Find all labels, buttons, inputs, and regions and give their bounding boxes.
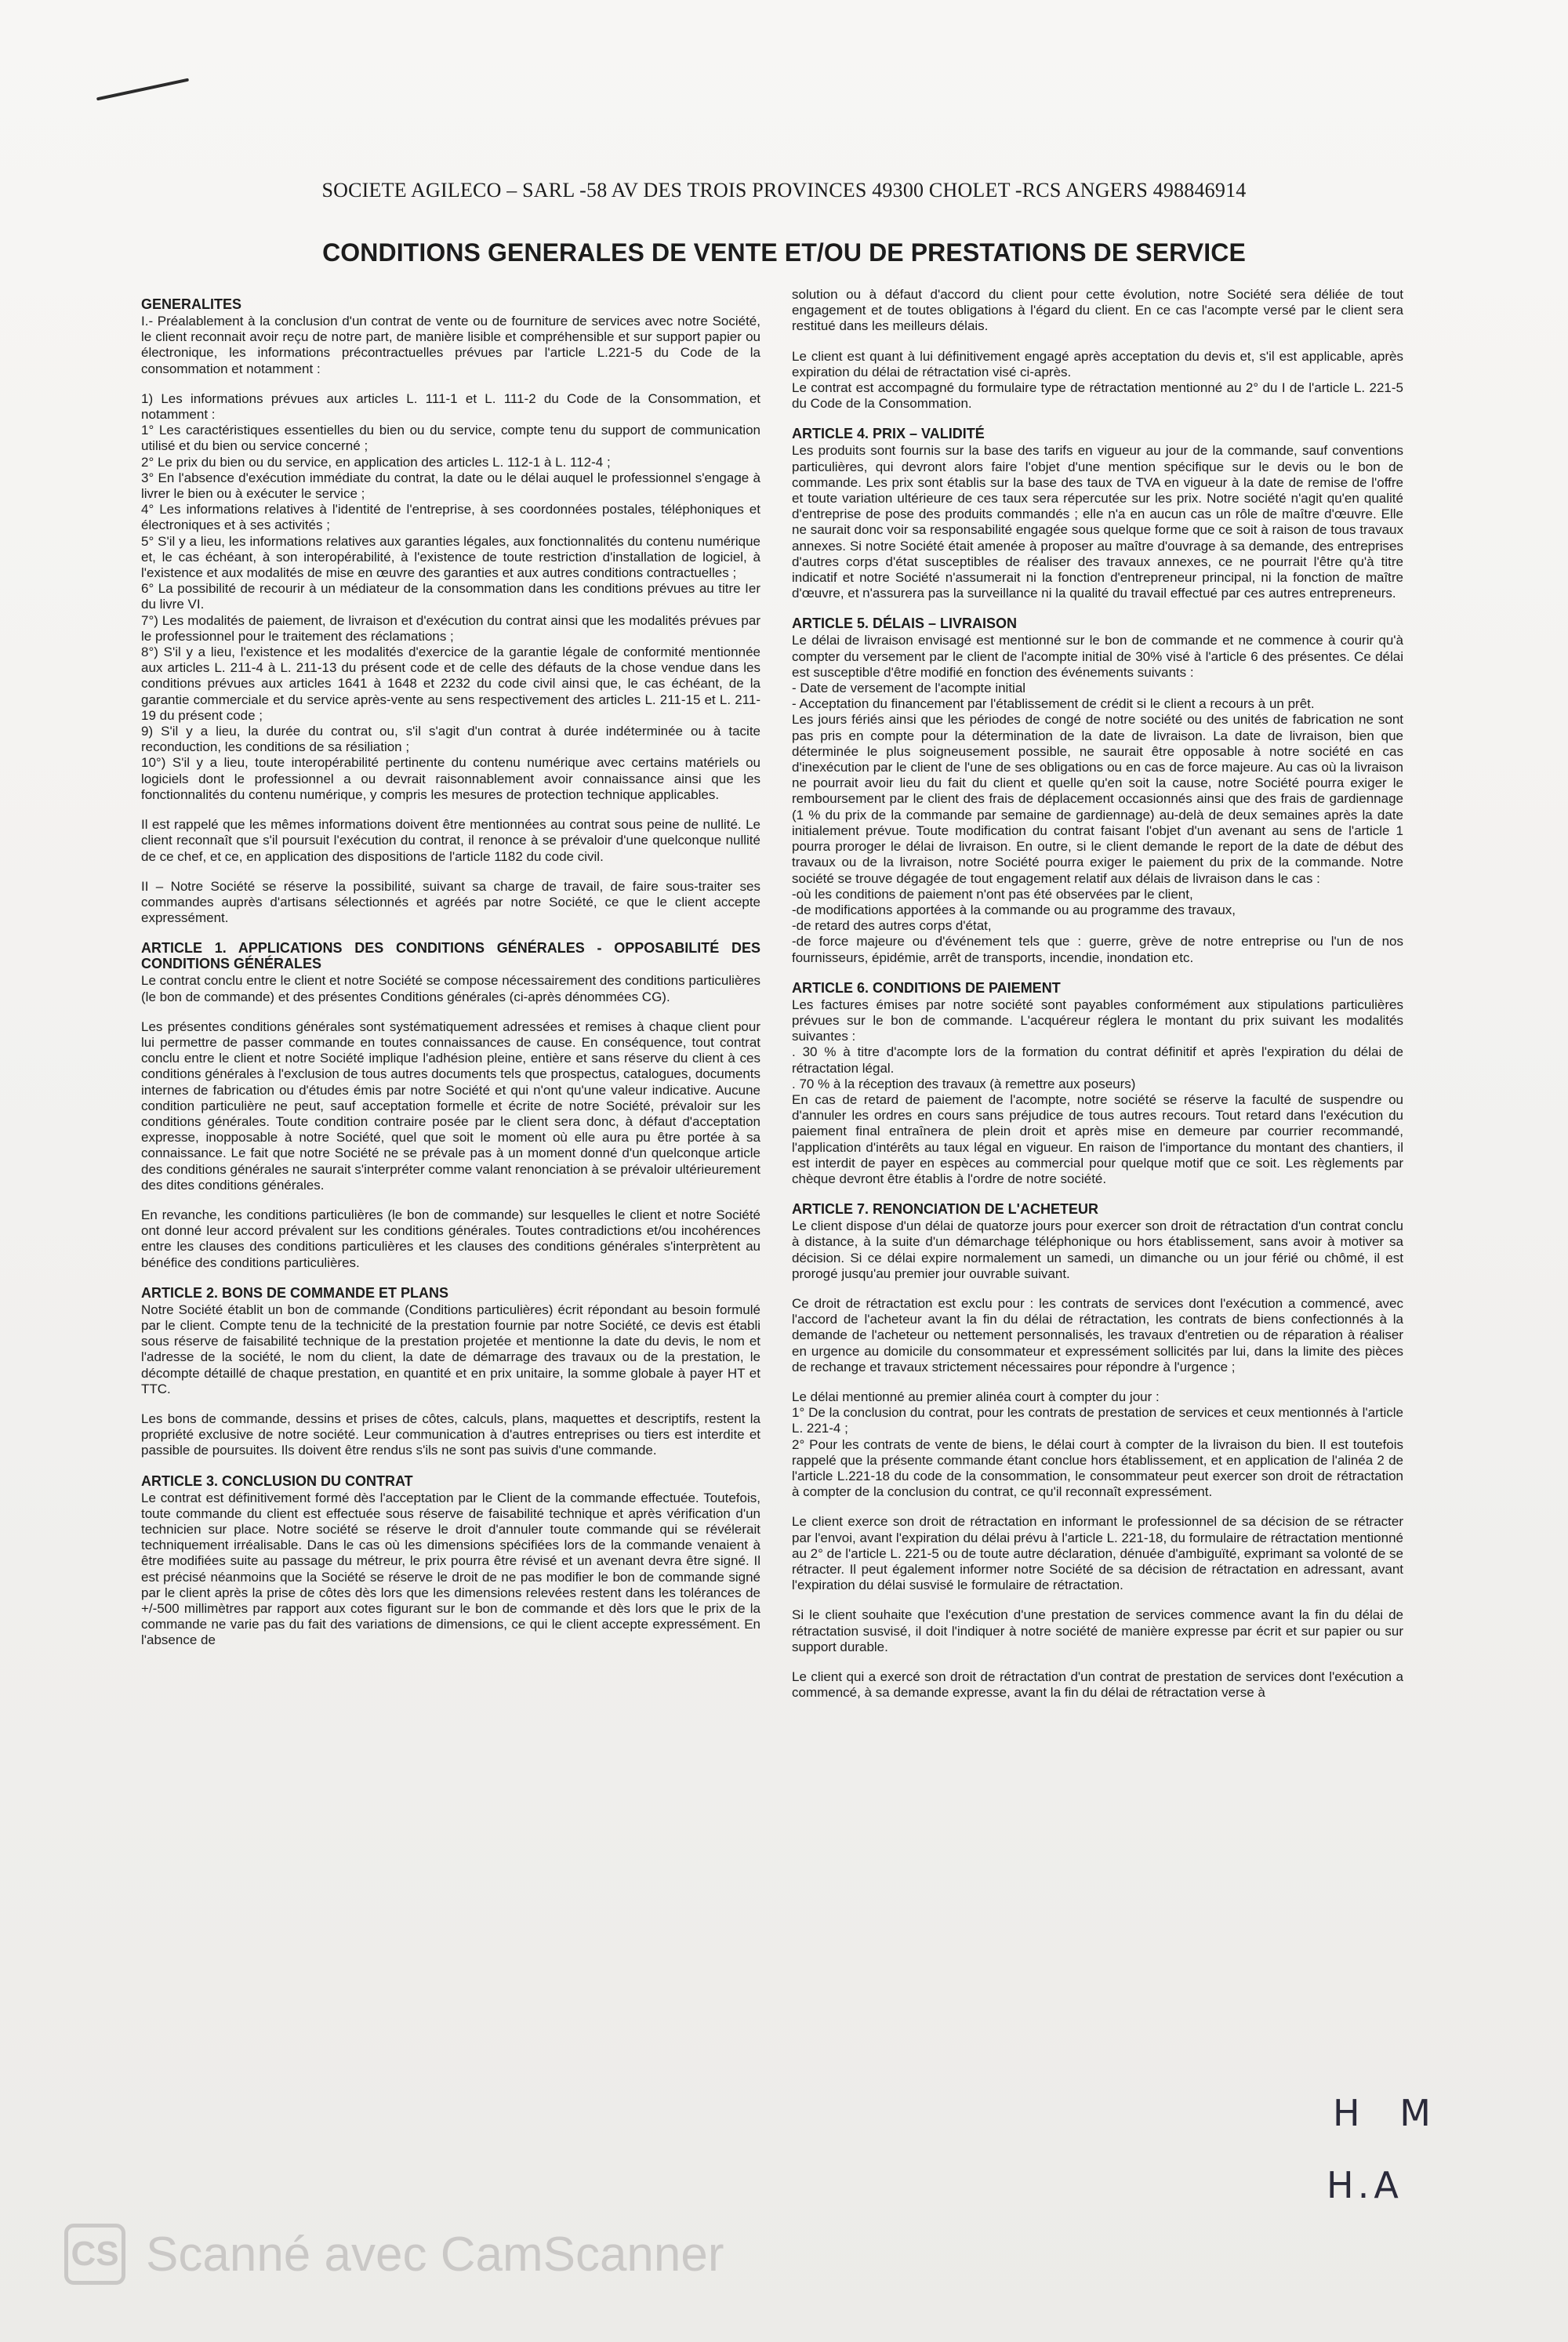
right-column xyxy=(792,287,1403,1715)
left-column xyxy=(141,289,760,1663)
section-heading: GENERALITES xyxy=(141,296,242,312)
handwritten-initials: H.A xyxy=(1327,2164,1403,2206)
paragraph: Les factures émises par notre société sont payables conformément aux stipulations particulières prévues sur le bon de commande. L'acquéreur réglera le montant du prix suivant les modalités suivantes : . 30 % à titre d'acompte lors de la formation du contrat définitif et après l'expiration du délai de rétractation légal. . 70 % à la réception des travaux (à remettre aux poseurs) En cas de retard de paiement de l'acompte, notre société se réserve la faculté de suspendre ou d'annuler les ordres en cours sans préjudice de tous autres recours. Tout retard dans l'exécution du paiement final entraînera de plein droit et après mise en demeure par courrier recommandé, l'application d'intérêts au taux légal en vigueur. En raison de l'importance du montant des chantiers, il est interdit de payer en espèces au commercial pour quelque motif que ce soit. Les règlements par chèque devront être établis à l'ordre de notre société. xyxy=(792,997,1403,1186)
paragraph: 1) Les informations prévues aux articles L. 111-1 et L. 111-2 du Code de la Consommation, et notamment : 1° Les caractéristiques essentielles du bien ou du service, compte tenu du support de communication utilisé et du bien ou service concerné ; 2° Le prix du bien ou du service, en application des articles L. 112-1 à L. 112-4 ; 3° En l'absence d'exécution immédiate du contrat, la date ou le délai auquel le professionnel s'engage à livrer le bien ou à exécuter le service ; 4° Les informations relatives à l'identité de l'entreprise, à ses coordonnées postales, téléphoniques et électroniques et à ses activités ; 5° S'il y a lieu, les informations relatives aux garanties légales, aux fonctionnalités du contenu numérique et, le cas échéant, à son interopérabilité, à l'existence de toute restriction d'installation de logiciel, à l'existence et aux modalités de mise en œuvre des garanties et aux autres conditions contractuelles ; 6° La possibilité de recourir à un médiateur de la consommation dans les conditions prévues au titre Ier du livre VI. 7°) Les modalités de paiement, de livraison et d'exécution du contrat ainsi que les modalités prévues par le professionnel pour le traitement des réclamations ; 8°) S'il y a lieu, l'existence et les modalités d'exercice de la garantie légale de conformité mentionnée aux articles L. 211-4 à L. 211-13 du présent code et de celle des défauts de la chose vendue dans les conditions prévues aux articles 1641 à 1648 et 2232 du code civil ainsi que, le cas échéant, de la garantie commerciale et du service après-vente au sens respectivement des articles L. 211-15 et L. 211-19 du présent code ; 9) S'il y a lieu, la durée du contrat ou, s'il s'agit d'un contrat à durée indéterminée ou à tacite reconduction, les conditions de sa résiliation ; 10°) S'il y a lieu, toute interopérabilité pertinente du contenu numérique avec certains matériels ou logiciels dont le professionnel a ou devrait raisonnablement avoir connaissance ainsi que les fonctionnalités du contenu numérique, y compris les mesures de protection technique applicables. xyxy=(141,390,760,802)
paragraph: Le client dispose d'un délai de quatorze jours pour exercer son droit de rétractation d'un contrat conclu à distance, à la suite d'un démarchage téléphonique ou hors établissement, sans avoir à motiver sa décision. Si ce délai expire normalement un samedi, un dimanche ou un jour férié ou chômé, il est prorogé jusqu'au premier jour ouvrable suivant. xyxy=(792,1218,1403,1281)
paragraph: Le délai de livraison envisagé est mentionné sur le bon de commande et ne commence à courir qu'à compter du versement par le client de l'acompte initial de 30% visé à l'article 6 des présentes. Ce délai est susceptible d'être modifié en fonction des événements suivants : - Date de versement de l'acompte initial - Acceptation du financement par l'établissement de crédit si le client a recours à un prêt. Les jours fériés ainsi que les périodes de congé de notre société ou des unités de fabrication ne sont pas pris en compte pour la détermination de la date de livraison. La date de livraison, bien que déterminée le plus soigneusement possible, ne saurait être opposable à notre société en cas d'inexécution par le client de l'une de ses obligations ou en cas de force majeure. Au cas où la livraison ne pourrait avoir lieu du fait du client et quelle qu'en soit la cause, notre Société pourra exiger le remboursement par le client des frais de déplacement occasionnés ainsi que des frais de gardiennage (1 % du prix de la commande par semaine de gardiennage) au-delà de deux semaines après la date initialement prévue. Toute modification du contrat faisant l'objet d'un avenant au sens de l'article 1 pourra proroger le délai de livraison. En outre, si le client demande le report de la date de début des travaux ou de la livraison, notre Société pourra exiger le paiement du prix de la commande. Notre société se trouve dégagée de tout engagement relatif aux délais de livraison dans le cas : -où les conditions de paiement n'ont pas été observées par le client, -de modifications apportées à la commande ou au programme des travaux, -de retard des autres corps d'état, -de force majeure ou d'événement tels que : guerre, grève de notre entreprise ou l'un de nos fournisseurs, épidémie, arrêt de transports, incendie, inondation etc. xyxy=(792,633,1403,965)
section-heading: ARTICLE 6. CONDITIONS DE PAIEMENT xyxy=(792,979,1061,996)
paragraph: Les bons de commande, dessins et prises de côtes, calculs, plans, maquettes et descriptifs, restent la propriété exclusive de notre société. Leur communication à d'autres entreprises ou tiers est interdite et passible de poursuites. Ils doivent être rendus s'ils ne sont pas suivis d'une commande. xyxy=(141,1411,760,1458)
paragraph: Le client exerce son droit de rétractation en informant le professionnel de sa décision de se rétracter par l'envoi, avant l'expiration du délai prévu à l'article L. 221-18, du formulaire de rétractation mentionné au 2° de l'article L. 221-5 ou de toute autre déclaration, dénuée d'ambiguïté, exprimant sa volonté de se rétracter. Il peut également informer notre Société de sa décision de rétractation en adressant, avant l'expiration du délai susvisé le formulaire de rétractation. xyxy=(792,1514,1403,1593)
section-heading: ARTICLE 2. BONS DE COMMANDE ET PLANS xyxy=(141,1284,449,1301)
document-title: CONDITIONS GENERALES DE VENTE ET/OU DE PRESTATIONS DE SERVICE xyxy=(322,238,1246,267)
paragraph: Notre Société établit un bon de commande (Conditions particulières) écrit répondant au besoin formulé par le client. Compte tenu de la technicité de la prestation fournie par notre Société, ce devis est établi sous réserve de faisabilité technique de la prestation projetée et mentionne la date du devis, le nom et l'adresse de la société, le nom du client, la date de démarrage des travaux ou de la prestation, le décompte détaillé de chaque prestation, en quantité et en prix unitaire, la somme globale à payer HT et TTC. xyxy=(141,1302,760,1396)
paragraph: Les présentes conditions générales sont systématiquement adressées et remises à chaque client pour lui permettre de passer commande en toutes connaissances de cause. En conséquence, tout contrat conclu entre le client et notre Société implique l'adhésion pleine, entière et sans réserve du client à ces conditions générales à l'exclusion de tous autres documents tels que prospectus, catalogues, documents internes de fabrication ou d'études émis par notre Société et qui n'ont qu'une valeur indicative. Aucune condition particulière ne peut, sauf acceptation formelle et écrite de notre Société, prévaloir sur les conditions générales. Toute condition contraire posée par le client sera donc, à défaut d'acceptation expresse, inopposable à notre Société, quel que soit le moment où elle aura pu être portée à sa connaissance. Le fait que notre Société ne se prévale pas à un moment donné d'un quelconque article des conditions générales ne saurait s'interpréter comme valant renonciation à se prévaloir ultérieurement des dites conditions générales. xyxy=(141,1018,760,1193)
paragraph: solution ou à défaut d'accord du client pour cette évolution, notre Société sera déliée de tout engagement et de toutes obligations à l'égard du client. En ce cas l'acompte versé par le client sera restitué dans les meilleurs délais. xyxy=(792,287,1403,334)
paragraph: Les produits sont fournis sur la base des tarifs en vigueur au jour de la commande, sauf conventions particulières, qui devront alors faire l'objet d'une mention spécifique sur le devis ou le bon de commande. Les prix sont établis sur la base des taux de TVA en vigueur à la date de remise de l'offre et toute variation ultérieure de ces taux sera répercutée sur les prix. Notre société n'agit qu'en qualité d'entreprise de pose des produits commandés ; elle n'a en aucun cas un rôle de maître d'œuvre. Elle ne saurait donc voir sa responsabilité engagée sous quelque forme que ce soit à raison de tous travaux annexes. Si notre Société était amenée à proposer au maître d'ouvrage à sa demande, des entreprises d'autres corps d'état susceptibles de réaliser des travaux annexes, ce ne pourrait l'être qu'à titre indicatif et notre Société n'assumerait ni la fonction d'entrepreneur principal, ni la fonction de maître d'œuvre, et n'assurera pas la surveillance ni la qualité du travail effectué par ces autres entrepreneurs. xyxy=(792,443,1403,601)
watermark-text: Scanné avec CamScanner xyxy=(146,2227,724,2282)
camscanner-logo-icon: CS xyxy=(64,2224,125,2285)
camscanner-watermark xyxy=(64,2224,724,2285)
paragraph: Ce droit de rétractation est exclu pour : les contrats de services dont l'exécution a commencé, avec l'accord de l'acheteur avant la fin du délai de rétractation, les contrats de biens confectionnés à la demande de l'acheteur ou nettement personnalisés, les travaux d'entretien ou de réparation à réaliser en urgence au domicile du consommateur et expressément sollicités par lui, dans la limite des pièces de rechange et travaux strictement nécessaires pour répondre à l'urgence ; xyxy=(792,1295,1403,1374)
pen-stroke-mark xyxy=(96,78,189,101)
paragraph: Le client est quant à lui définitivement engagé après acceptation du devis et, s'il est applicable, après expiration du délai de rétractation visé ci-après. Le contrat est accompagné du formulaire type de rétractation mentionné au 2° du I de l'article L. 221-5 du Code de la Consommation. xyxy=(792,348,1403,412)
paragraph: Le contrat est définitivement formé dès l'acceptation par le Client de la commande effectuée. Toutefois, toute commande du client est effectuée sous réserve de faisabilité technique et après vérification d'un technicien sur place. Notre société se réserve le droit d'annuler toute commande qui se révélerait techniquement irréalisable. Dans le cas où les dimensions spécifiées lors de la commande venaient à être modifiées suite au passage du métreur, le prix pourra être révisé et un avenant devra être signé. Il est précisé néanmoins que la Société se réserve le droit de ne pas modifier le bon de commande signé par le client après la prise de côtes dès lors que les dimensions relevées restent dans les tolérances de +/-500 millimètres par rapport aux cotes figurant sur le bon de commande et dès lors que le prix de la commande ne varie pas du fait des variations de dimensions, ce qui le client accepte expressément. En l'absence de xyxy=(141,1490,760,1648)
paragraph: Le délai mentionné au premier alinéa court à compter du jour : 1° De la conclusion du contrat, pour les contrats de prestation de services et ceux mentionnés à l'article L. 221-4 ; 2° Pour les contrats de vente de biens, le délai court à compter de la livraison du bien. Il est toutefois rappelé que la présente commande étant conclue hors établissement, et en application de l'alinéa 2 de l'article L.221-18 du code de la consommation, le consommateur peut exercer son droit de rétractation à compter de la conclusion du contrat, ce qu'il reconnaît expressément. xyxy=(792,1389,1403,1500)
handwritten-initials: H M xyxy=(1333,2092,1445,2134)
company-line: SOCIETE AGILECO – SARL -58 AV DES TROIS PROVINCES 49300 CHOLET -RCS ANGERS 498846914 xyxy=(321,179,1247,202)
paragraph: Il est rappelé que les mêmes informations doivent être mentionnées au contrat sous peine de nullité. Le client reconnaît que s'il poursuit l'exécution du contrat, il renonce à se prévaloir d'une quelconque nullité de ce chef, et ce, en application des dispositions de l'article 1182 du code civil. xyxy=(141,817,760,864)
paragraph: II – Notre Société se réserve la possibilité, suivant sa charge de travail, de faire sous-traiter ses commandes auprès d'artisans sélectionnés et agréés par notre Société, ce que le client accepte expressément. xyxy=(141,878,760,926)
paragraph: Si le client souhaite que l'exécution d'une prestation de services commence avant la fin du délai de rétractation susvisé, il doit l'indiquer à notre société de manière expresse par écrit et sur papier ou sur support durable. xyxy=(792,1607,1403,1654)
paragraph: Le contrat conclu entre le client et notre Société se compose nécessairement des conditions particulières (le bon de commande) et des présentes Conditions générales (ci-après dénommées CG). xyxy=(141,973,760,1004)
section-heading: ARTICLE 7. RENONCIATION DE L'ACHETEUR xyxy=(792,1201,1098,1218)
section-heading: ARTICLE 5. DÉLAIS – LIVRAISON xyxy=(792,615,1018,632)
section-heading: ARTICLE 1. APPLICATIONS DES CONDITIONS GÉNÉRALES - OPPOSABILITÉ DES CONDITIONS GÉNÉRALES xyxy=(141,940,760,972)
paragraph: I.- Préalablement à la conclusion d'un contrat de vente ou de fourniture de services avec notre Société, le client reconnait avoir reçu de notre part, de manière lisible et compréhensible et sur support papier ou électronique, les informations précontractuelles prévues par l'article L.221-5 du Code de la consommation et notamment : xyxy=(141,314,760,376)
paragraph: Le client qui a exercé son droit de rétractation d'un contrat de prestation de services dont l'exécution a commencé, à sa demande expresse, avant la fin du délai de rétractation verse à xyxy=(792,1669,1403,1701)
section-heading: ARTICLE 3. CONCLUSION DU CONTRAT xyxy=(141,1472,413,1489)
section-heading: ARTICLE 4. PRIX – VALIDITÉ xyxy=(792,426,985,442)
paragraph: En revanche, les conditions particulières (le bon de commande) sur lesquelles le client et notre Société ont donné leur accord prévalent sur les conditions générales. Toutes contradictions et/ou incohérences entre les clauses des conditions particulières et les clauses des conditions générales s'interprètent au bénéfice des conditions particulières. xyxy=(141,1207,760,1270)
